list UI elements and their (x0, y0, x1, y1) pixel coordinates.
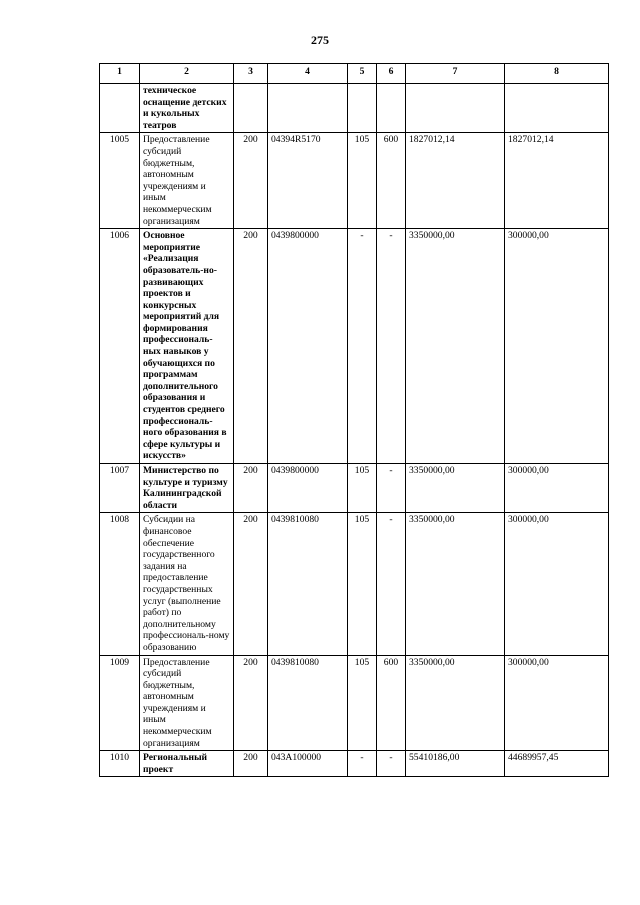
row-name: Предоставление субсидий бюджетным, автономным учреждениям и иным некоммерческим организациям (140, 655, 234, 751)
table-row (100, 751, 609, 777)
row-name: Министерство по культуре и туризму Калининградской области (140, 464, 234, 513)
header-col-1: 1 (100, 64, 140, 84)
row-name: Основное мероприятие «Реализация образователь-но-развивающих проектов и конкурсных мероприятий для формирования профессиональ-ных навыков у обучающихся по программам дополнительного образования и студентов среднего профессиональ-ного образования в сфере культуры и искусств» (140, 229, 234, 464)
row-col-4: 0439800000 (268, 464, 348, 513)
row-col-7: 3350000,00 (406, 513, 505, 655)
row-col-8: 300000,00 (505, 513, 609, 655)
table-row (100, 655, 609, 751)
header-col-5: 5 (348, 64, 377, 84)
row-name: Региональный проект (140, 751, 234, 777)
row-col-6: - (377, 464, 406, 513)
row-col-3: 200 (234, 133, 268, 229)
header-row (100, 64, 609, 84)
row-col-8: 44689957,45 (505, 751, 609, 777)
row-col-5: 105 (348, 655, 377, 751)
table-row (100, 513, 609, 655)
row-name: техническое оснащение детских и кукольных театров (140, 84, 234, 133)
row-col-5: - (348, 229, 377, 464)
row-number: 1006 (100, 229, 140, 464)
row-col-4: 043A100000 (268, 751, 348, 777)
row-number (100, 84, 140, 133)
header-col-2: 2 (140, 64, 234, 84)
row-number: 1005 (100, 133, 140, 229)
row-col-5 (348, 84, 377, 133)
budget-table (99, 63, 609, 777)
row-col-3: 200 (234, 513, 268, 655)
row-col-7: 55410186,00 (406, 751, 505, 777)
row-col-6: - (377, 513, 406, 655)
row-number: 1009 (100, 655, 140, 751)
row-number: 1008 (100, 513, 140, 655)
row-col-8: 300000,00 (505, 464, 609, 513)
row-col-4: 0439800000 (268, 229, 348, 464)
row-col-6: 600 (377, 655, 406, 751)
row-name: Субсидии на финансовое обеспечение государственного задания на предоставление государственных услуг (выполнение работ) по дополнительному профессиональ-ному образованию (140, 513, 234, 655)
header-col-3: 3 (234, 64, 268, 84)
row-col-3: 200 (234, 464, 268, 513)
row-name: Предоставление субсидий бюджетным, автономным учреждениям и иным некоммерческим организациям (140, 133, 234, 229)
table-row (100, 229, 609, 464)
header-col-7: 7 (406, 64, 505, 84)
table-row (100, 464, 609, 513)
row-col-7: 3350000,00 (406, 229, 505, 464)
header-col-4: 4 (268, 64, 348, 84)
page-number: 275 (311, 33, 329, 47)
row-col-7 (406, 84, 505, 133)
table-row (100, 84, 609, 133)
row-col-8: 1827012,14 (505, 133, 609, 229)
row-col-5: 105 (348, 133, 377, 229)
row-col-4: 04394R5170 (268, 133, 348, 229)
row-col-3: 200 (234, 751, 268, 777)
row-col-4 (268, 84, 348, 133)
row-number: 1007 (100, 464, 140, 513)
row-col-6: - (377, 229, 406, 464)
row-col-4: 0439810080 (268, 513, 348, 655)
header-col-8: 8 (505, 64, 609, 84)
row-col-5: 105 (348, 464, 377, 513)
row-col-7: 1827012,14 (406, 133, 505, 229)
row-number: 1010 (100, 751, 140, 777)
row-col-7: 3350000,00 (406, 464, 505, 513)
row-col-3: 200 (234, 655, 268, 751)
row-col-3: 200 (234, 229, 268, 464)
row-col-5: 105 (348, 513, 377, 655)
row-col-5: - (348, 751, 377, 777)
row-col-7: 3350000,00 (406, 655, 505, 751)
row-col-6: 600 (377, 133, 406, 229)
table-row (100, 133, 609, 229)
row-col-3 (234, 84, 268, 133)
row-col-6: - (377, 751, 406, 777)
row-col-4: 0439810080 (268, 655, 348, 751)
header-col-6: 6 (377, 64, 406, 84)
row-col-8: 300000,00 (505, 655, 609, 751)
row-col-8 (505, 84, 609, 133)
row-col-6 (377, 84, 406, 133)
row-col-8: 300000,00 (505, 229, 609, 464)
